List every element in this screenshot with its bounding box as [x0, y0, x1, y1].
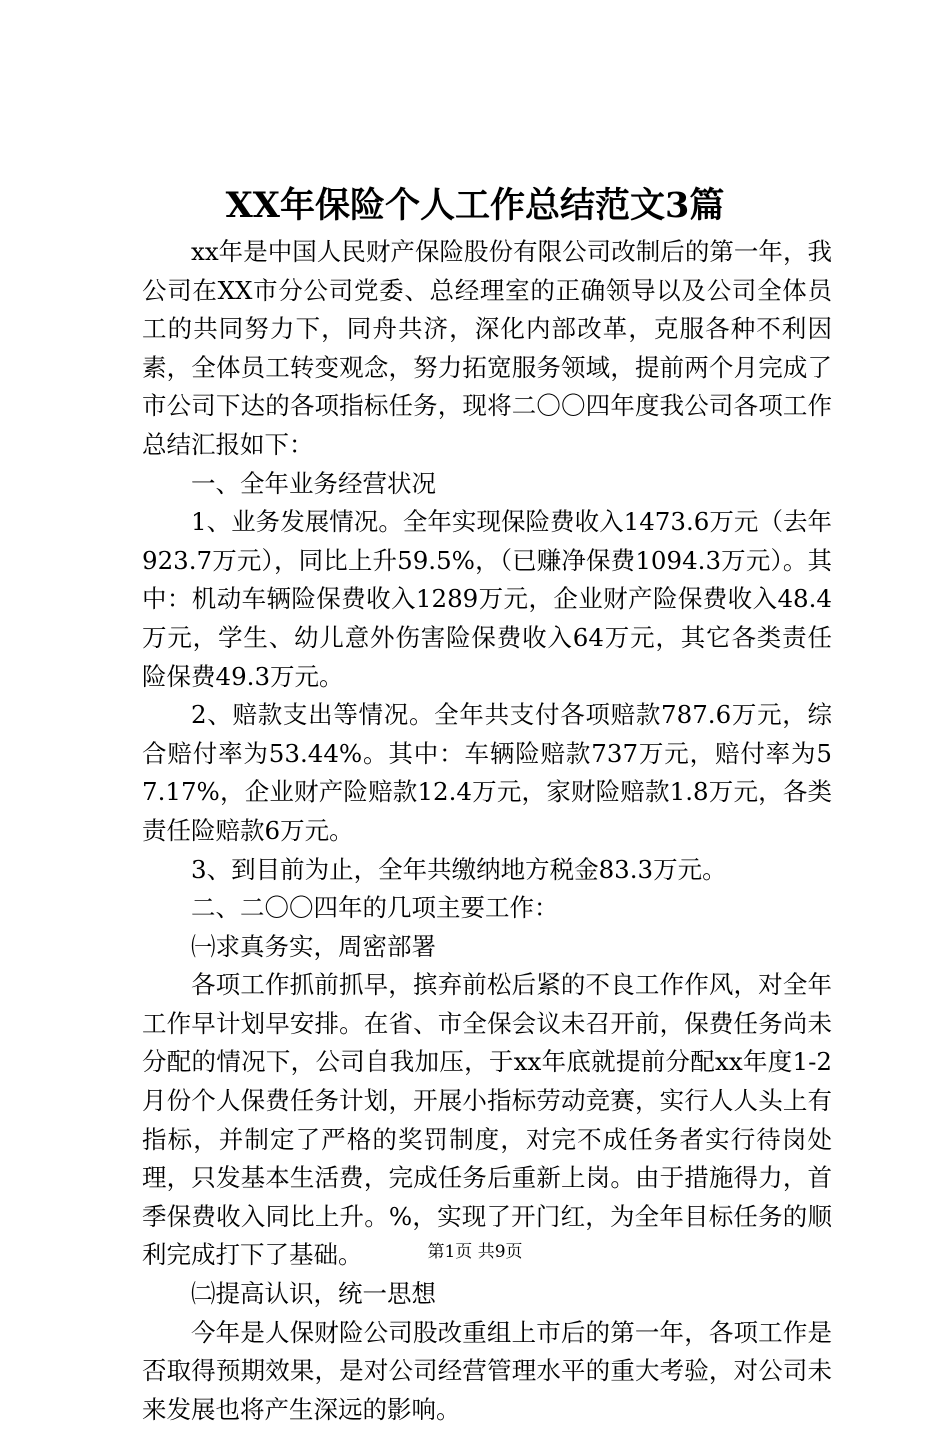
- page-footer: 第1页 共9页: [427, 1242, 523, 1262]
- paragraph-business-development: 1、业务发展情况。全年实现保险费收入1473.6万元（去年923.7万元），同比上升59.5%，（已赚净保费1094.3万元）。其中：机动车辆险保费收入1289万元，企业财产险保费收入48.4万元，学生、幼儿意外伤害险保费收入64万元，其它各类责任险保费49.3万元。: [142, 507, 832, 691]
- paragraph-awareness: 今年是人保财险公司股改重组上市后的第一年，各项工作是否取得预期效果，是对公司经营管理水平的重大考验，对公司未来发展也将产生深远的影响。: [142, 1317, 832, 1424]
- document-title: XX年保险个人工作总结范文3篇: [225, 185, 725, 226]
- paragraph-planning: 各项工作抓前抓早，摈弃前松后紧的不良工作作风，对全年工作早计划早安排。在省、市全保会议未召开前，保费任务尚未分配的情况下，公司自我加压，于xx年底就提前分配xx年度1-2月份个人保费任务计划，开展小指标劳动竞赛，实行人人头上有指标，并制定了严格的奖罚制度，对完不成任务者实行待岗处理，只发基本生活费，完成任务后重新上岗。由于措施得力，首季保费收入同比上升。%，实现了开门红，为全年目标任务的顺利完成打下了基础。: [142, 970, 832, 1270]
- paragraph-intro: xx年是中国人民财产保险股份有限公司改制后的第一年，我公司在XX市分公司党委、总经理室的正确领导以及公司全体员工的共同努力下，同舟共济，深化内部改革，克服各种不利因素，全体员工转变观念，努力拓宽服务领域，提前两个月完成了市公司下达的各项指标任务，现将二〇〇四年度我公司各项工作总结汇报如下：: [142, 237, 832, 459]
- paragraph-taxes: 3、到目前为止，全年共缴纳地方税金83.3万元。: [191, 854, 727, 884]
- subsection-heading-1: ㈠求真务实，周密部署: [191, 931, 436, 961]
- section-heading-1: 一、全年业务经营状况: [191, 468, 436, 498]
- paragraph-claims: 2、赔款支出等情况。全年共支付各项赔款787.6万元，综合赔付率为53.44%。其中：车辆险赔款737万元，赔付率为57.17%，企业财产险赔款12.4万元，家财险赔款1.8万元，各类责任险赔款6万元。: [142, 700, 832, 845]
- section-heading-2: 二、二〇〇四年的几项主要工作：: [191, 893, 559, 923]
- subsection-heading-2: ㈡提高认识，统一思想: [191, 1279, 436, 1309]
